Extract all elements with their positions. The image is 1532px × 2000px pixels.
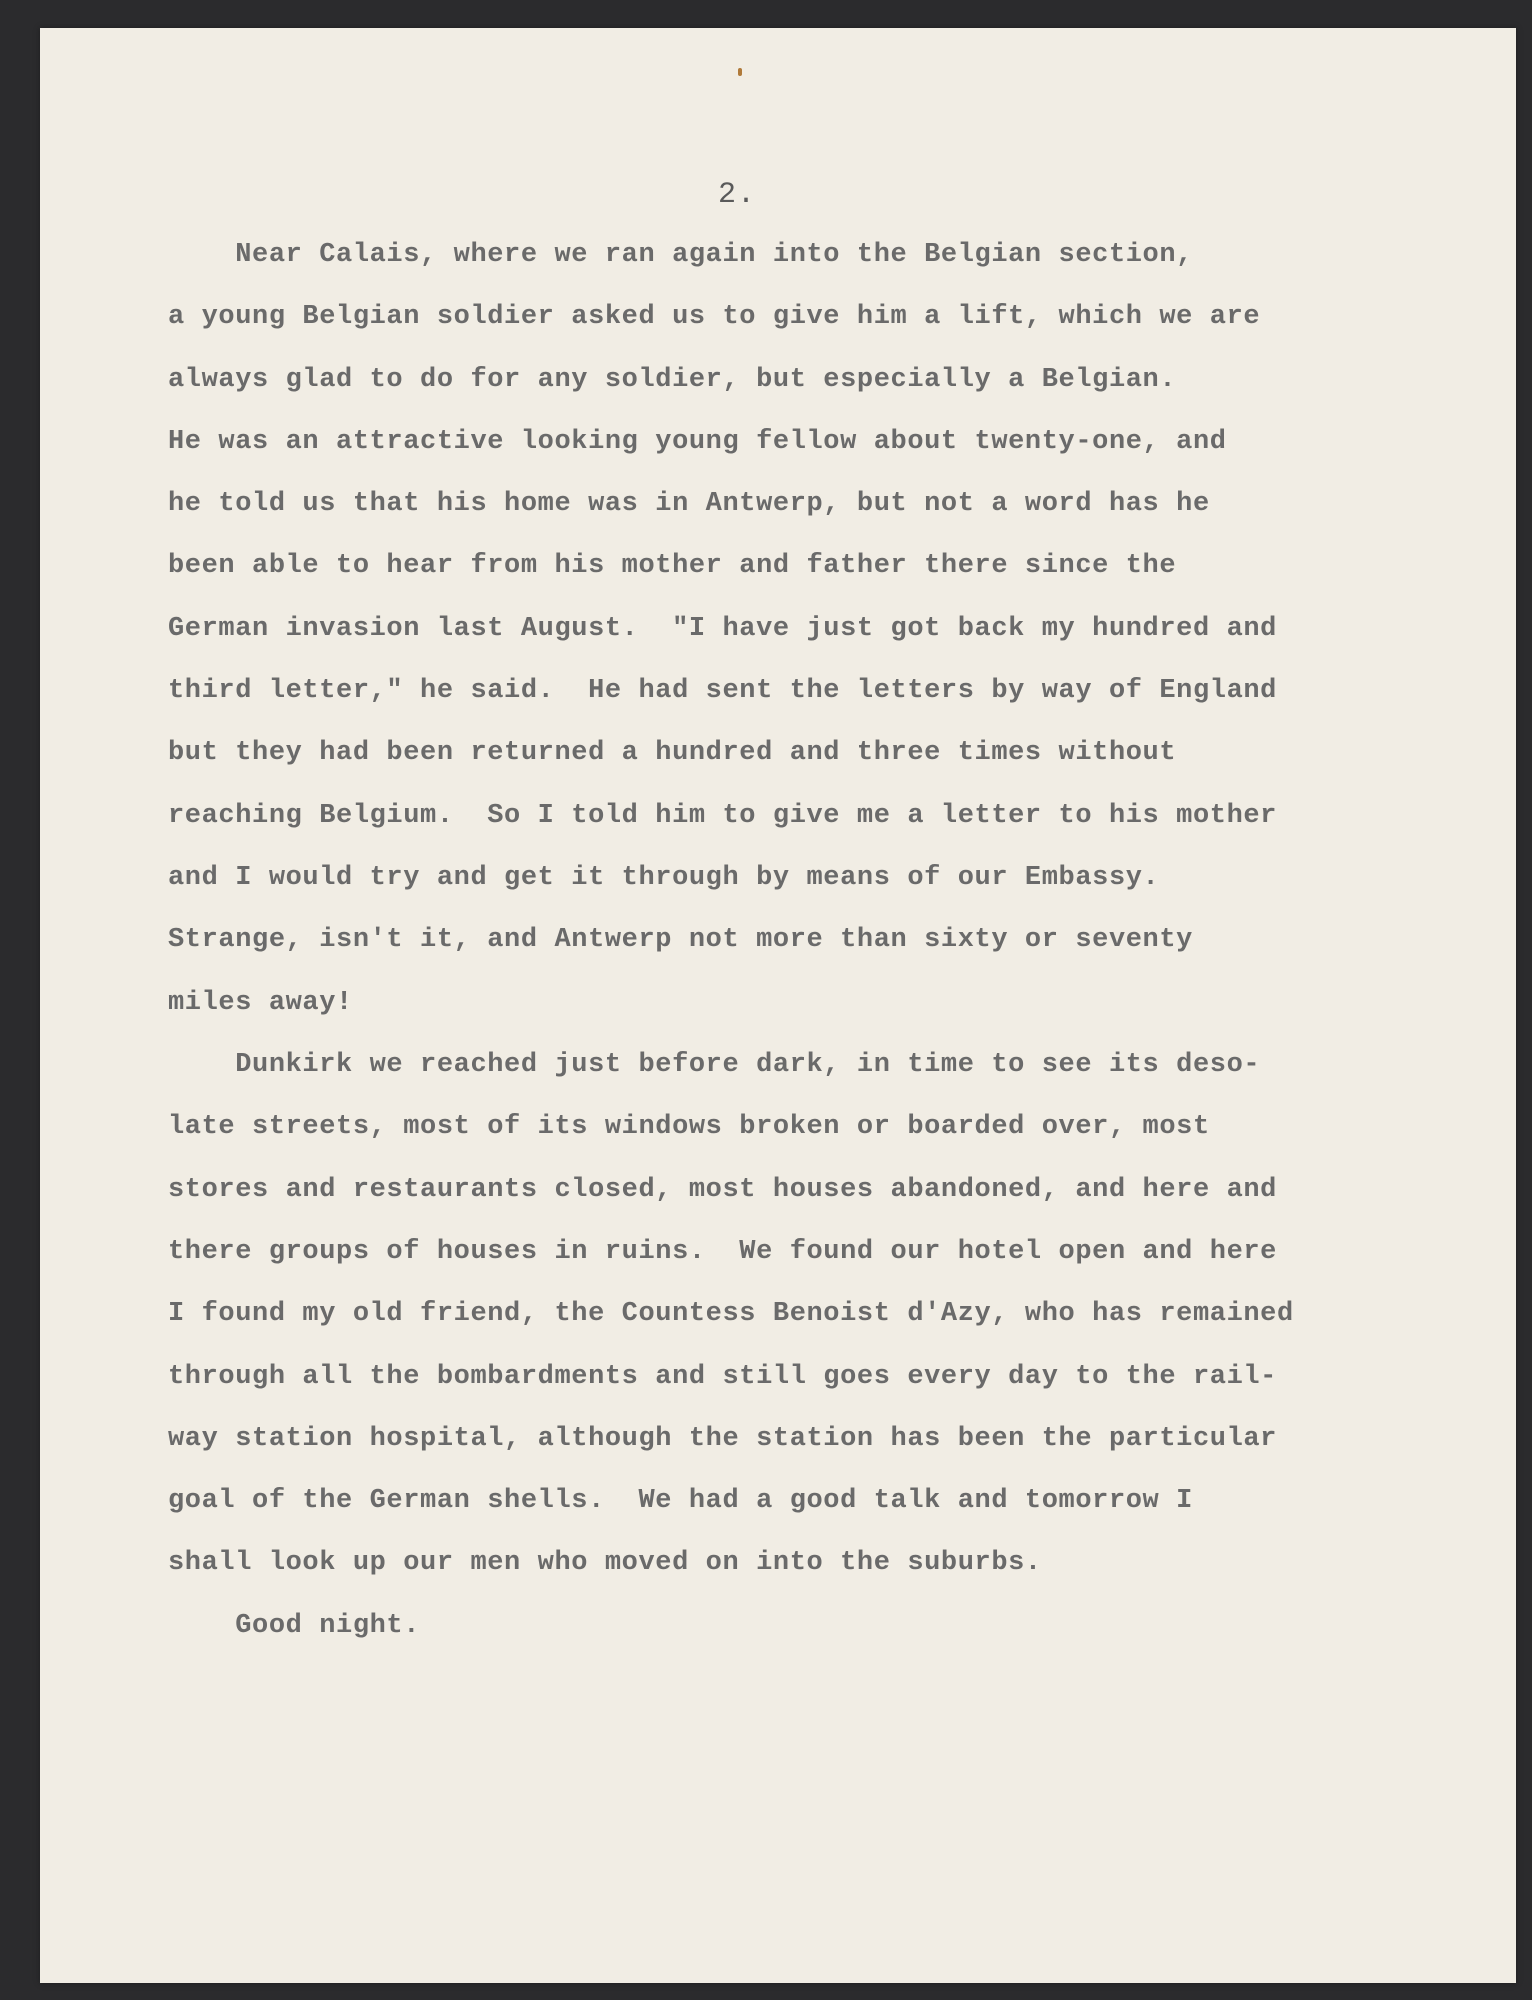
text-line: goal of the German shells. We had a good talk and tomorrow I	[168, 1486, 1193, 1516]
text-line: a young Belgian soldier asked us to give him a lift, which we are	[168, 302, 1261, 332]
text-line: I found my old friend, the Countess Benoist d'Azy, who has remained	[168, 1299, 1294, 1329]
text-line: third letter," he said. He had sent the letters by way of England	[168, 676, 1277, 706]
text-line: been able to hear from his mother and father there since the	[168, 551, 1177, 581]
text-line: but they had been returned a hundred and three times without	[168, 738, 1177, 768]
ink-speck	[738, 68, 742, 76]
page-number: 2.	[718, 178, 757, 212]
text-line: late streets, most of its windows broken or boarded over, most	[168, 1112, 1210, 1142]
text-line: Near Calais, where we ran again into the Belgian section,	[168, 240, 1193, 270]
text-line: German invasion last August. "I have just got back my hundred and	[168, 614, 1277, 644]
text-line: shall look up our men who moved on into the suburbs.	[168, 1548, 1042, 1578]
text-line: miles away!	[168, 988, 353, 1018]
text-line: there groups of houses in ruins. We found our hotel open and here	[168, 1237, 1277, 1267]
text-line: reaching Belgium. So I told him to give me a letter to his mother	[168, 801, 1277, 831]
typed-letter-page	[40, 28, 1516, 1983]
text-line: way station hospital, although the station has been the particular	[168, 1424, 1277, 1454]
text-line: Good night.	[168, 1611, 421, 1641]
text-line: stores and restaurants closed, most houses abandoned, and here and	[168, 1175, 1277, 1205]
text-line: always glad to do for any soldier, but especially a Belgian.	[168, 365, 1177, 395]
text-line: Dunkirk we reached just before dark, in time to see its deso-	[168, 1050, 1261, 1080]
text-line: he told us that his home was in Antwerp, but not a word has he	[168, 489, 1210, 519]
text-line: He was an attractive looking young fellow about twenty-one, and	[168, 427, 1227, 457]
text-line: through all the bombardments and still goes every day to the rail-	[168, 1362, 1277, 1392]
text-line: and I would try and get it through by means of our Embassy.	[168, 863, 1160, 893]
text-line: Strange, isn't it, and Antwerp not more than sixty or seventy	[168, 925, 1193, 955]
